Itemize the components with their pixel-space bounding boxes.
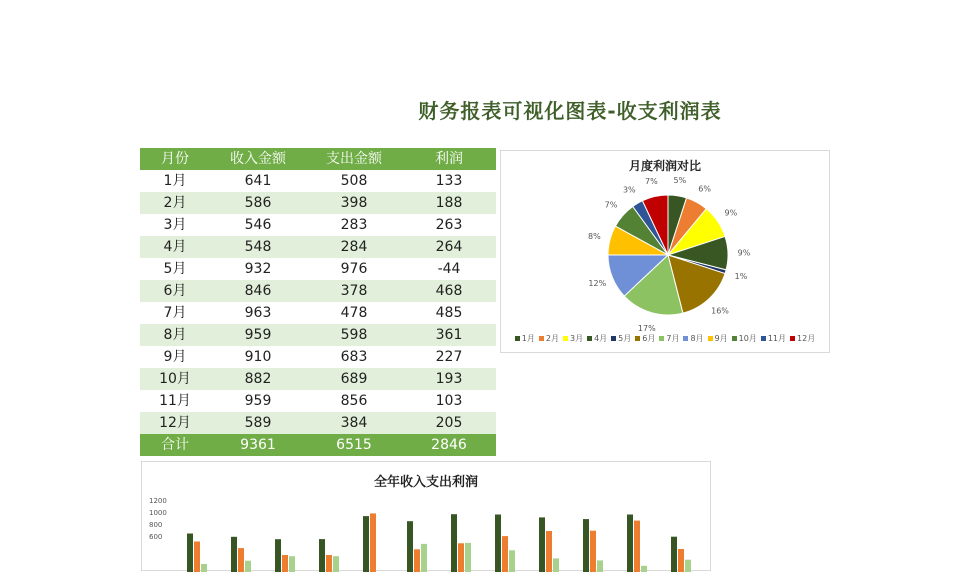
- bar-mark: [502, 536, 508, 572]
- finance-table: [140, 148, 496, 456]
- cell-expense: 478: [306, 302, 402, 324]
- bar-mark: [671, 537, 677, 572]
- bar-mark: [238, 548, 244, 572]
- cell-profit: 468: [402, 280, 496, 302]
- legend-label: 5月: [618, 333, 631, 344]
- bar-mark: [187, 534, 193, 572]
- pie-legend-item: [587, 333, 607, 344]
- cell-profit: 103: [402, 390, 496, 412]
- bar-mark: [194, 542, 200, 572]
- bar-mark: [641, 566, 647, 572]
- pie-data-label: 7%: [645, 177, 658, 186]
- header-profit: 利润: [402, 148, 496, 170]
- total-income: 9361: [210, 434, 306, 456]
- bar-mark: [231, 537, 237, 572]
- cell-month: 11月: [140, 390, 210, 412]
- table-row: [140, 390, 496, 412]
- cell-month: 3月: [140, 214, 210, 236]
- cell-month: 4月: [140, 236, 210, 258]
- table-row: [140, 170, 496, 192]
- bar-chart: [142, 462, 712, 572]
- legend-label: 11月: [768, 333, 786, 344]
- cell-month: 2月: [140, 192, 210, 214]
- cell-profit: 133: [402, 170, 496, 192]
- legend-label: 7月: [666, 333, 679, 344]
- bar-mark: [685, 560, 691, 572]
- cell-expense: 283: [306, 214, 402, 236]
- cell-profit: 188: [402, 192, 496, 214]
- legend-swatch: [659, 336, 664, 341]
- table-total-row: [140, 434, 496, 456]
- bar-mark: [414, 549, 420, 572]
- bar-mark: [333, 556, 339, 572]
- table-row: [140, 324, 496, 346]
- pie-legend-item: [659, 333, 679, 344]
- pie-legend-item: [611, 333, 631, 344]
- bar-mark: [458, 543, 464, 572]
- pie-data-label: 17%: [638, 324, 656, 331]
- pie-data-label: 1%: [735, 272, 748, 281]
- cell-expense: 508: [306, 170, 402, 192]
- legend-label: 12月: [797, 333, 815, 344]
- pie-legend-item: [563, 333, 583, 344]
- legend-label: 3月: [570, 333, 583, 344]
- bar-mark: [245, 561, 251, 572]
- cell-profit: 361: [402, 324, 496, 346]
- bar-chart-title: 全年收入支出利润: [142, 471, 710, 490]
- y-tick-label: 1200: [149, 497, 167, 505]
- table-row: [140, 214, 496, 236]
- bar-mark: [275, 539, 281, 572]
- legend-swatch: [611, 336, 616, 341]
- bar-mark: [465, 543, 471, 572]
- bar-mark: [282, 555, 288, 572]
- cell-expense: 398: [306, 192, 402, 214]
- bar-mark: [407, 521, 413, 572]
- pie-legend-item: [708, 333, 728, 344]
- pie-legend-item: [683, 333, 703, 344]
- pie-data-label: 9%: [738, 249, 751, 258]
- table-row: [140, 346, 496, 368]
- bar-mark: [370, 513, 376, 572]
- table-header-row: [140, 148, 496, 170]
- pie-data-label: 12%: [588, 279, 606, 288]
- bar-mark: [451, 514, 457, 572]
- cell-month: 10月: [140, 368, 210, 390]
- cell-income: 959: [210, 324, 306, 346]
- pie-legend-item: [515, 333, 535, 344]
- legend-swatch: [683, 336, 688, 341]
- legend-label: 4月: [594, 333, 607, 344]
- cell-expense: 378: [306, 280, 402, 302]
- cell-profit: 227: [402, 346, 496, 368]
- legend-label: 8月: [690, 333, 703, 344]
- cell-income: 546: [210, 214, 306, 236]
- y-tick-label: 1000: [149, 509, 167, 517]
- bar-mark: [421, 544, 427, 572]
- cell-month: 12月: [140, 412, 210, 434]
- legend-label: 10月: [739, 333, 757, 344]
- table-row: [140, 368, 496, 390]
- cell-income: 586: [210, 192, 306, 214]
- cell-income: 882: [210, 368, 306, 390]
- legend-label: 1月: [522, 333, 535, 344]
- pie-legend-item: [732, 333, 757, 344]
- bar-mark: [201, 564, 207, 572]
- legend-swatch: [515, 336, 520, 341]
- table-row: [140, 412, 496, 434]
- bar-mark: [539, 517, 545, 572]
- pie-data-label: 8%: [588, 232, 601, 241]
- bar-mark: [678, 549, 684, 572]
- legend-swatch: [761, 336, 766, 341]
- pie-chart: [501, 151, 831, 331]
- bar-mark: [546, 531, 552, 572]
- cell-income: 548: [210, 236, 306, 258]
- cell-profit: 264: [402, 236, 496, 258]
- cell-income: 910: [210, 346, 306, 368]
- cell-expense: 598: [306, 324, 402, 346]
- legend-swatch: [732, 336, 737, 341]
- cell-profit: 205: [402, 412, 496, 434]
- legend-label: 6月: [642, 333, 655, 344]
- cell-income: 959: [210, 390, 306, 412]
- bar-mark: [363, 516, 369, 572]
- pie-data-label: 16%: [711, 306, 729, 315]
- cell-profit: 485: [402, 302, 496, 324]
- legend-swatch: [790, 336, 795, 341]
- cell-profit: 263: [402, 214, 496, 236]
- page-title: 财务报表可视化图表-收支利润表: [0, 95, 960, 124]
- legend-swatch: [708, 336, 713, 341]
- header-expense: 支出金额: [306, 148, 402, 170]
- cell-expense: 284: [306, 236, 402, 258]
- cell-month: 6月: [140, 280, 210, 302]
- bar-mark: [495, 515, 501, 572]
- pie-data-label: 3%: [623, 186, 636, 195]
- legend-swatch: [587, 336, 592, 341]
- legend-label: 9月: [715, 333, 728, 344]
- cell-month: 5月: [140, 258, 210, 280]
- bar-mark: [590, 531, 596, 572]
- header-month: 月份: [140, 148, 210, 170]
- legend-label: 2月: [546, 333, 559, 344]
- cell-income: 846: [210, 280, 306, 302]
- table-row: [140, 302, 496, 324]
- cell-month: 9月: [140, 346, 210, 368]
- table-row: [140, 236, 496, 258]
- total-expense: 6515: [306, 434, 402, 456]
- legend-swatch: [539, 336, 544, 341]
- legend-swatch: [563, 336, 568, 341]
- table-row: [140, 258, 496, 280]
- cell-expense: 683: [306, 346, 402, 368]
- bar-mark: [289, 556, 295, 572]
- y-tick-label: 800: [149, 521, 162, 529]
- pie-data-label: 7%: [605, 201, 618, 210]
- table-row: [140, 280, 496, 302]
- cell-income: 641: [210, 170, 306, 192]
- cell-income: 963: [210, 302, 306, 324]
- total-label: 合计: [140, 434, 210, 456]
- cell-expense: 976: [306, 258, 402, 280]
- cell-month: 7月: [140, 302, 210, 324]
- pie-data-label: 6%: [698, 184, 711, 193]
- cell-profit: 193: [402, 368, 496, 390]
- cell-profit: -44: [402, 258, 496, 280]
- pie-data-label: 5%: [674, 176, 687, 185]
- pie-data-label: 9%: [725, 208, 738, 217]
- header-income: 收入金额: [210, 148, 306, 170]
- bar-mark: [319, 539, 325, 572]
- bar-mark: [553, 558, 559, 572]
- y-tick-label: 600: [149, 533, 162, 541]
- cell-expense: 384: [306, 412, 402, 434]
- cell-expense: 856: [306, 390, 402, 412]
- cell-income: 932: [210, 258, 306, 280]
- cell-month: 8月: [140, 324, 210, 346]
- bar-mark: [583, 519, 589, 572]
- bar-mark: [634, 521, 640, 572]
- legend-swatch: [635, 336, 640, 341]
- total-profit: 2846: [402, 434, 496, 456]
- bar-mark: [627, 515, 633, 572]
- bar-mark: [326, 555, 332, 572]
- pie-chart-title: 月度利润对比: [501, 157, 829, 174]
- cell-expense: 689: [306, 368, 402, 390]
- pie-legend: [501, 333, 829, 344]
- cell-income: 589: [210, 412, 306, 434]
- bar-chart-panel[interactable]: [141, 461, 711, 571]
- pie-legend-item: [761, 333, 786, 344]
- table-row: [140, 192, 496, 214]
- pie-legend-item: [790, 333, 815, 344]
- cell-month: 1月: [140, 170, 210, 192]
- bar-mark: [509, 550, 515, 572]
- pie-legend-item: [635, 333, 655, 344]
- pie-chart-panel[interactable]: [500, 150, 830, 353]
- bar-mark: [597, 560, 603, 572]
- pie-legend-item: [539, 333, 559, 344]
